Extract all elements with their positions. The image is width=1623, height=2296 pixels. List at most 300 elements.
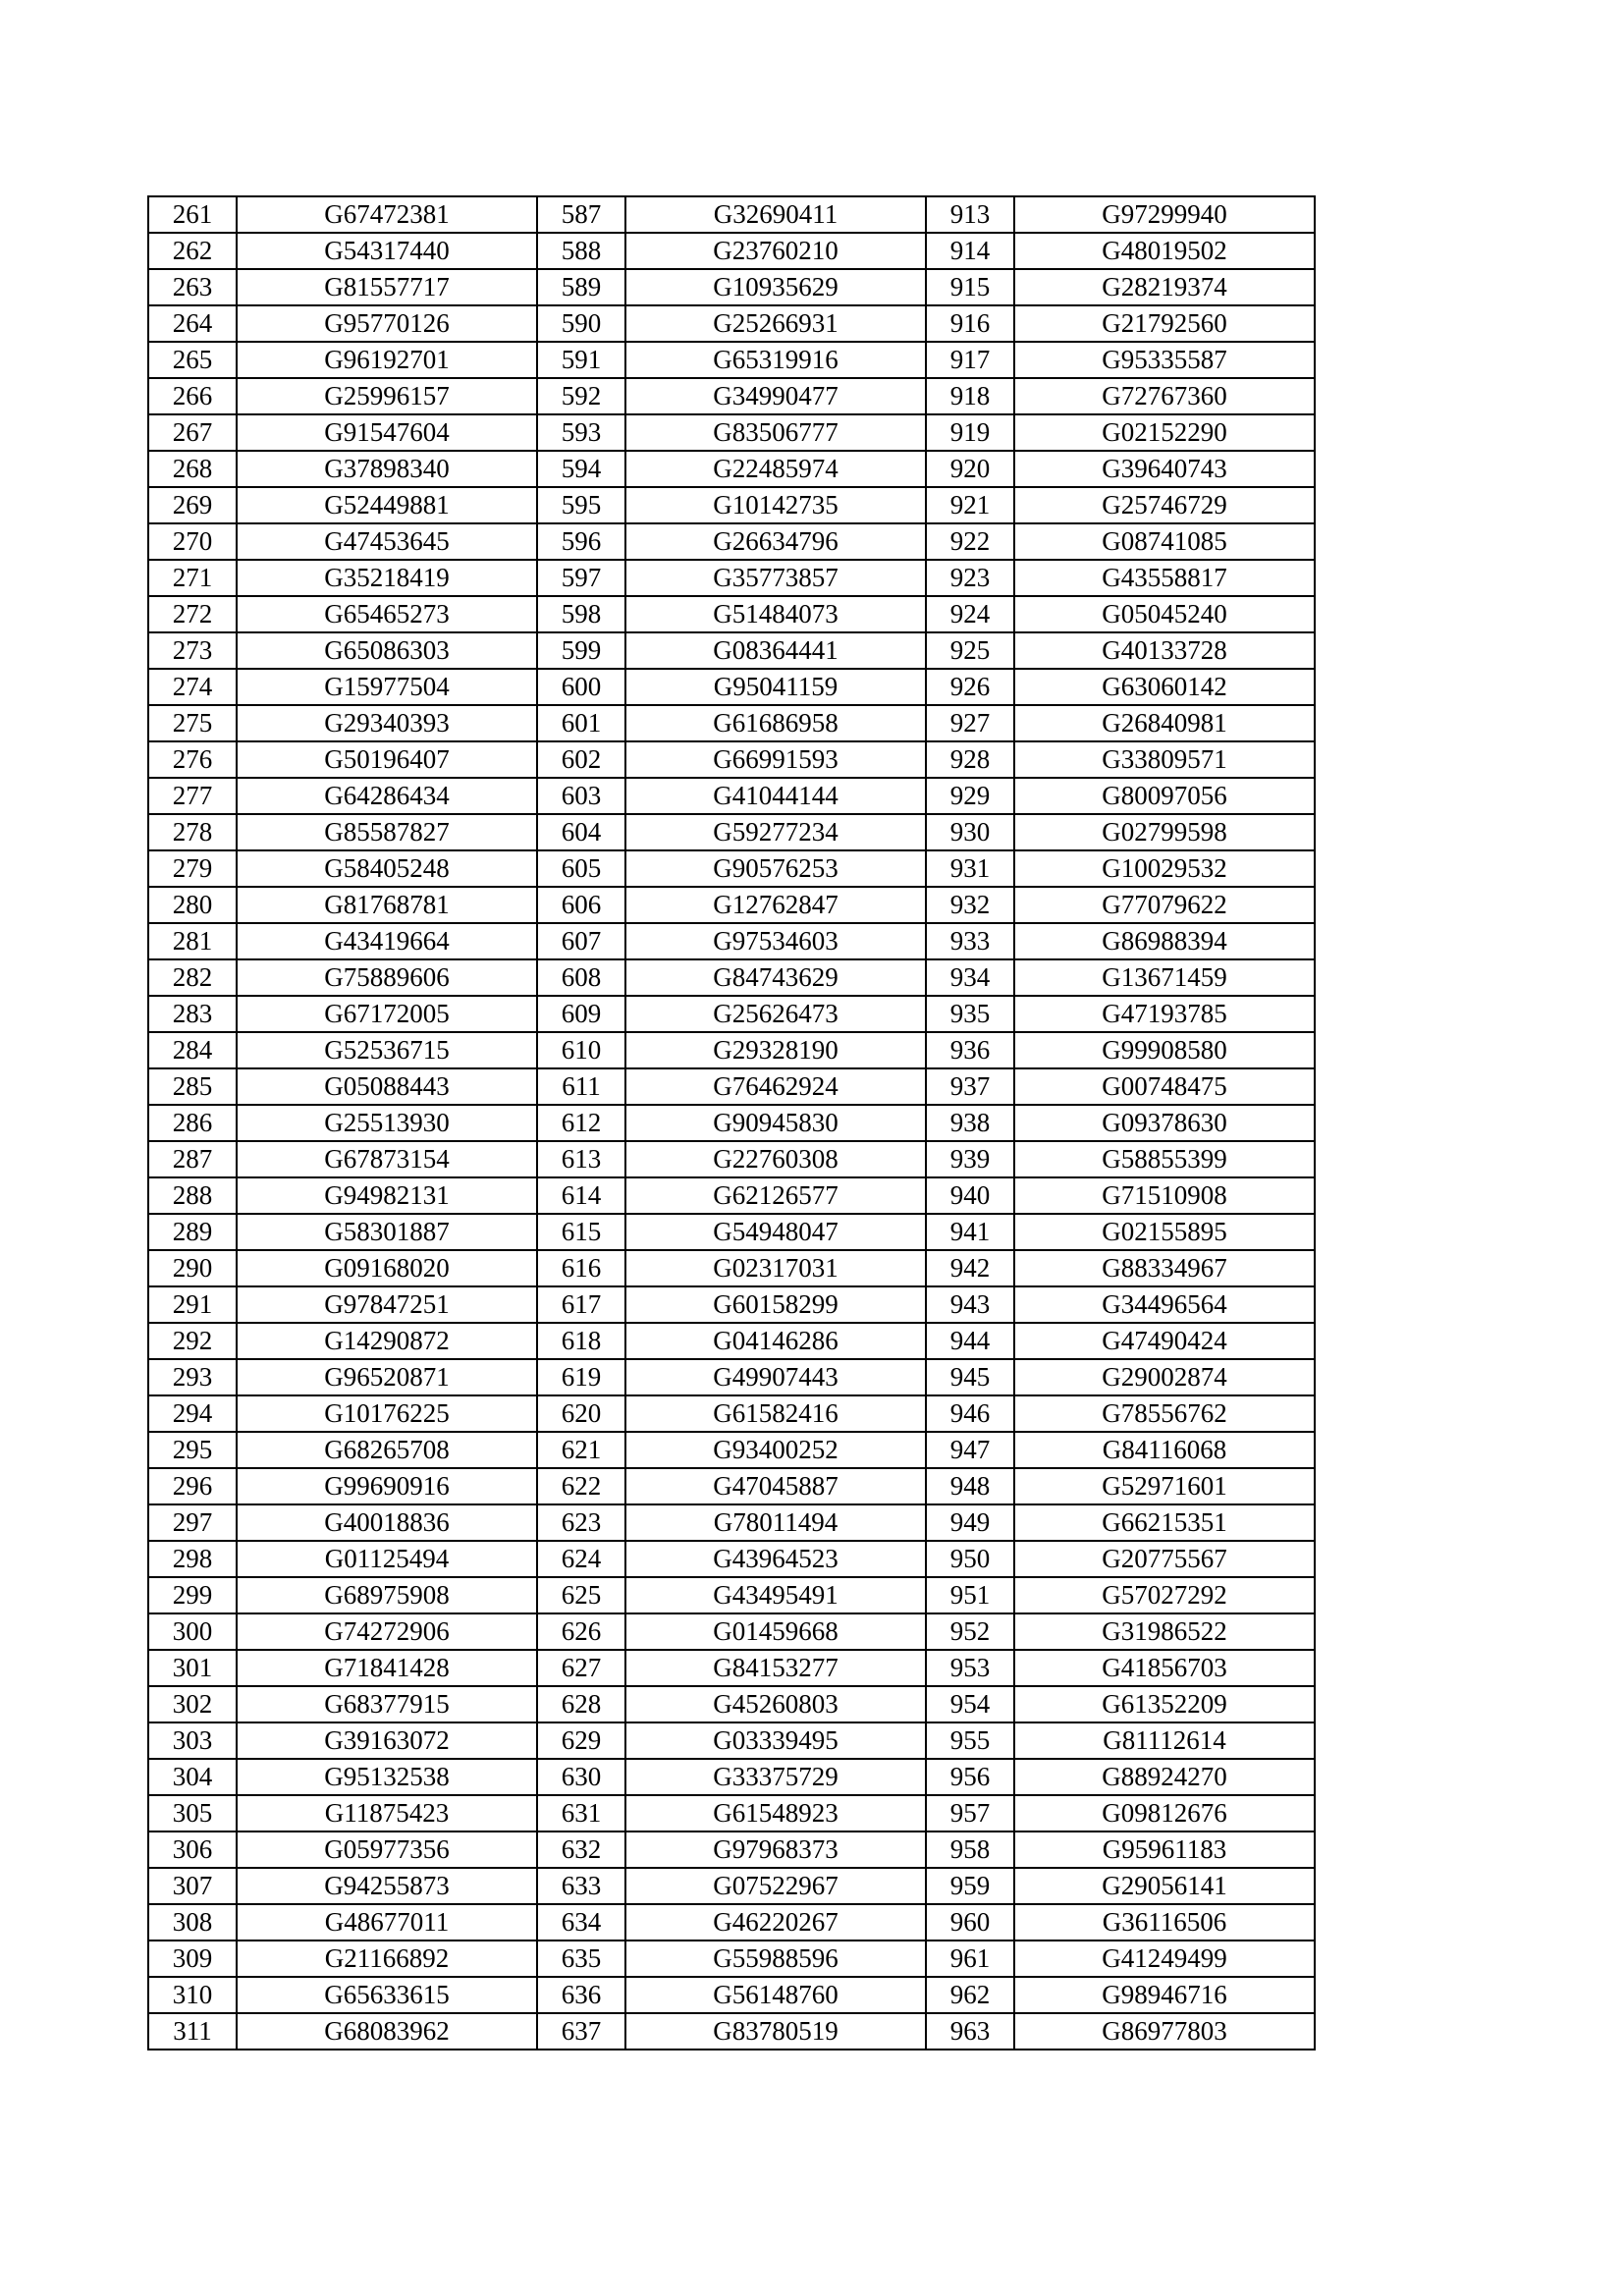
code-cell: G01125494	[237, 1541, 537, 1577]
code-cell: G12762847	[625, 887, 926, 923]
code-cell: G32690411	[625, 196, 926, 233]
code-cell: G08741085	[1014, 523, 1315, 560]
data-table	[147, 195, 1316, 2050]
row-number-cell: 303	[148, 1722, 237, 1759]
table-row	[148, 1904, 1315, 1941]
row-number-cell: 599	[537, 632, 625, 669]
row-number-cell: 947	[926, 1432, 1014, 1468]
row-number-cell: 593	[537, 414, 625, 451]
code-cell: G68265708	[237, 1432, 537, 1468]
code-cell: G72767360	[1014, 378, 1315, 414]
table-row	[148, 1613, 1315, 1650]
row-number-cell: 962	[926, 1977, 1014, 2013]
row-number-cell: 936	[926, 1032, 1014, 1068]
table-row	[148, 305, 1315, 342]
row-number-cell: 269	[148, 487, 237, 523]
table-row	[148, 1831, 1315, 1868]
code-cell: G00748475	[1014, 1068, 1315, 1105]
row-number-cell: 305	[148, 1795, 237, 1831]
row-number-cell: 958	[926, 1831, 1014, 1868]
row-number-cell: 614	[537, 1177, 625, 1214]
row-number-cell: 608	[537, 959, 625, 996]
row-number-cell: 295	[148, 1432, 237, 1468]
row-number-cell: 291	[148, 1286, 237, 1323]
code-cell: G47045887	[625, 1468, 926, 1504]
code-cell: G95132538	[237, 1759, 537, 1795]
code-cell: G59277234	[625, 814, 926, 850]
row-number-cell: 619	[537, 1359, 625, 1395]
row-number-cell: 955	[926, 1722, 1014, 1759]
code-cell: G65086303	[237, 632, 537, 669]
table-body	[148, 196, 1315, 2050]
table-row	[148, 451, 1315, 487]
row-number-cell: 626	[537, 1613, 625, 1650]
code-cell: G83780519	[625, 2013, 926, 2050]
table-row	[148, 342, 1315, 378]
row-number-cell: 294	[148, 1395, 237, 1432]
row-number-cell: 935	[926, 996, 1014, 1032]
code-cell: G99908580	[1014, 1032, 1315, 1068]
code-cell: G10142735	[625, 487, 926, 523]
code-cell: G03339495	[625, 1722, 926, 1759]
code-cell: G76462924	[625, 1068, 926, 1105]
table-row	[148, 1250, 1315, 1286]
row-number-cell: 289	[148, 1214, 237, 1250]
code-cell: G25996157	[237, 378, 537, 414]
row-number-cell: 930	[926, 814, 1014, 850]
table-row	[148, 996, 1315, 1032]
code-cell: G57027292	[1014, 1577, 1315, 1613]
row-number-cell: 919	[926, 414, 1014, 451]
code-cell: G60158299	[625, 1286, 926, 1323]
row-number-cell: 285	[148, 1068, 237, 1105]
code-cell: G07522967	[625, 1868, 926, 1904]
row-number-cell: 278	[148, 814, 237, 850]
table-row	[148, 1977, 1315, 2013]
table-row	[148, 1395, 1315, 1432]
code-cell: G05977356	[237, 1831, 537, 1868]
code-cell: G64286434	[237, 778, 537, 814]
code-cell: G43495491	[625, 1577, 926, 1613]
code-cell: G26840981	[1014, 705, 1315, 741]
row-number-cell: 956	[926, 1759, 1014, 1795]
row-number-cell: 943	[926, 1286, 1014, 1323]
code-cell: G94982131	[237, 1177, 537, 1214]
table-row	[148, 959, 1315, 996]
code-cell: G41249499	[1014, 1941, 1315, 1977]
row-number-cell: 280	[148, 887, 237, 923]
row-number-cell: 611	[537, 1068, 625, 1105]
table-row	[148, 778, 1315, 814]
row-number-cell: 596	[537, 523, 625, 560]
row-number-cell: 628	[537, 1686, 625, 1722]
code-cell: G68083962	[237, 2013, 537, 2050]
row-number-cell: 589	[537, 269, 625, 305]
row-number-cell: 609	[537, 996, 625, 1032]
table-row	[148, 1177, 1315, 1214]
row-number-cell: 292	[148, 1323, 237, 1359]
code-cell: G25513930	[237, 1105, 537, 1141]
row-number-cell: 299	[148, 1577, 237, 1613]
row-number-cell: 612	[537, 1105, 625, 1141]
code-cell: G65465273	[237, 596, 537, 632]
row-number-cell: 309	[148, 1941, 237, 1977]
code-cell: G41044144	[625, 778, 926, 814]
row-number-cell: 273	[148, 632, 237, 669]
table-row	[148, 269, 1315, 305]
code-cell: G29340393	[237, 705, 537, 741]
table-row	[148, 2013, 1315, 2050]
table-row	[148, 1323, 1315, 1359]
code-cell: G10935629	[625, 269, 926, 305]
row-number-cell: 916	[926, 305, 1014, 342]
row-number-cell: 297	[148, 1504, 237, 1541]
row-number-cell: 266	[148, 378, 237, 414]
row-number-cell: 933	[926, 923, 1014, 959]
code-cell: G66991593	[625, 741, 926, 778]
code-cell: G99690916	[237, 1468, 537, 1504]
code-cell: G84153277	[625, 1650, 926, 1686]
row-number-cell: 603	[537, 778, 625, 814]
table-row	[148, 1868, 1315, 1904]
code-cell: G25266931	[625, 305, 926, 342]
code-cell: G85587827	[237, 814, 537, 850]
code-cell: G02155895	[1014, 1214, 1315, 1250]
row-number-cell: 618	[537, 1323, 625, 1359]
code-cell: G96520871	[237, 1359, 537, 1395]
code-cell: G04146286	[625, 1323, 926, 1359]
row-number-cell: 272	[148, 596, 237, 632]
row-number-cell: 595	[537, 487, 625, 523]
row-number-cell: 932	[926, 887, 1014, 923]
row-number-cell: 620	[537, 1395, 625, 1432]
code-cell: G23760210	[625, 233, 926, 269]
code-cell: G47490424	[1014, 1323, 1315, 1359]
row-number-cell: 635	[537, 1941, 625, 1977]
code-cell: G22760308	[625, 1141, 926, 1177]
code-cell: G48019502	[1014, 233, 1315, 269]
code-cell: G94255873	[237, 1868, 537, 1904]
table-row	[148, 1504, 1315, 1541]
row-number-cell: 607	[537, 923, 625, 959]
row-number-cell: 929	[926, 778, 1014, 814]
code-cell: G66215351	[1014, 1504, 1315, 1541]
code-cell: G37898340	[237, 451, 537, 487]
code-cell: G09378630	[1014, 1105, 1315, 1141]
row-number-cell: 925	[926, 632, 1014, 669]
code-cell: G97968373	[625, 1831, 926, 1868]
code-cell: G67873154	[237, 1141, 537, 1177]
row-number-cell: 263	[148, 269, 237, 305]
table-row	[148, 1686, 1315, 1722]
row-number-cell: 264	[148, 305, 237, 342]
table-row	[148, 1577, 1315, 1613]
row-number-cell: 924	[926, 596, 1014, 632]
table-row	[148, 669, 1315, 705]
row-number-cell: 914	[926, 233, 1014, 269]
code-cell: G58405248	[237, 850, 537, 887]
code-cell: G02317031	[625, 1250, 926, 1286]
table-row	[148, 1286, 1315, 1323]
code-cell: G95961183	[1014, 1831, 1315, 1868]
code-cell: G62126577	[625, 1177, 926, 1214]
row-number-cell: 288	[148, 1177, 237, 1214]
code-cell: G11875423	[237, 1795, 537, 1831]
code-cell: G67172005	[237, 996, 537, 1032]
table-row	[148, 923, 1315, 959]
code-cell: G88924270	[1014, 1759, 1315, 1795]
code-cell: G74272906	[237, 1613, 537, 1650]
table-row	[148, 632, 1315, 669]
row-number-cell: 937	[926, 1068, 1014, 1105]
table-row	[148, 1214, 1315, 1250]
code-cell: G28219374	[1014, 269, 1315, 305]
code-cell: G02152290	[1014, 414, 1315, 451]
code-cell: G67472381	[237, 196, 537, 233]
row-number-cell: 941	[926, 1214, 1014, 1250]
row-number-cell: 588	[537, 233, 625, 269]
code-cell: G34496564	[1014, 1286, 1315, 1323]
row-number-cell: 310	[148, 1977, 237, 2013]
row-number-cell: 945	[926, 1359, 1014, 1395]
table-row	[148, 1541, 1315, 1577]
row-number-cell: 587	[537, 196, 625, 233]
code-cell: G86977803	[1014, 2013, 1315, 2050]
code-cell: G29056141	[1014, 1868, 1315, 1904]
row-number-cell: 629	[537, 1722, 625, 1759]
row-number-cell: 598	[537, 596, 625, 632]
row-number-cell: 944	[926, 1323, 1014, 1359]
code-cell: G40133728	[1014, 632, 1315, 669]
row-number-cell: 926	[926, 669, 1014, 705]
row-number-cell: 304	[148, 1759, 237, 1795]
row-number-cell: 623	[537, 1504, 625, 1541]
code-cell: G54948047	[625, 1214, 926, 1250]
code-cell: G58301887	[237, 1214, 537, 1250]
row-number-cell: 265	[148, 342, 237, 378]
code-cell: G95335587	[1014, 342, 1315, 378]
code-cell: G21792560	[1014, 305, 1315, 342]
row-number-cell: 606	[537, 887, 625, 923]
code-cell: G71841428	[237, 1650, 537, 1686]
code-cell: G45260803	[625, 1686, 926, 1722]
table-row	[148, 1359, 1315, 1395]
table-row	[148, 1468, 1315, 1504]
code-cell: G25746729	[1014, 487, 1315, 523]
row-number-cell: 261	[148, 196, 237, 233]
table-row	[148, 741, 1315, 778]
row-number-cell: 594	[537, 451, 625, 487]
code-cell: G22485974	[625, 451, 926, 487]
code-cell: G97847251	[237, 1286, 537, 1323]
code-cell: G47193785	[1014, 996, 1315, 1032]
code-cell: G13671459	[1014, 959, 1315, 996]
code-cell: G65319916	[625, 342, 926, 378]
code-cell: G81112614	[1014, 1722, 1315, 1759]
table-row	[148, 1722, 1315, 1759]
table-row	[148, 705, 1315, 741]
code-cell: G39640743	[1014, 451, 1315, 487]
code-cell: G84116068	[1014, 1432, 1315, 1468]
row-number-cell: 275	[148, 705, 237, 741]
row-number-cell: 928	[926, 741, 1014, 778]
row-number-cell: 602	[537, 741, 625, 778]
code-cell: G95041159	[625, 669, 926, 705]
code-cell: G49907443	[625, 1359, 926, 1395]
row-number-cell: 597	[537, 560, 625, 596]
row-number-cell: 610	[537, 1032, 625, 1068]
code-cell: G84743629	[625, 959, 926, 996]
code-cell: G58855399	[1014, 1141, 1315, 1177]
row-number-cell: 624	[537, 1541, 625, 1577]
row-number-cell: 271	[148, 560, 237, 596]
code-cell: G25626473	[625, 996, 926, 1032]
row-number-cell: 627	[537, 1650, 625, 1686]
code-cell: G61582416	[625, 1395, 926, 1432]
table-row	[148, 560, 1315, 596]
code-cell: G95770126	[237, 305, 537, 342]
row-number-cell: 301	[148, 1650, 237, 1686]
row-number-cell: 615	[537, 1214, 625, 1250]
code-cell: G26634796	[625, 523, 926, 560]
row-number-cell: 616	[537, 1250, 625, 1286]
code-cell: G05045240	[1014, 596, 1315, 632]
row-number-cell: 923	[926, 560, 1014, 596]
row-number-cell: 927	[926, 705, 1014, 741]
row-number-cell: 622	[537, 1468, 625, 1504]
table-row	[148, 1795, 1315, 1831]
row-number-cell: 637	[537, 2013, 625, 2050]
code-cell: G61548923	[625, 1795, 926, 1831]
code-cell: G31986522	[1014, 1613, 1315, 1650]
row-number-cell: 306	[148, 1831, 237, 1868]
code-cell: G52536715	[237, 1032, 537, 1068]
row-number-cell: 296	[148, 1468, 237, 1504]
row-number-cell: 590	[537, 305, 625, 342]
table-row	[148, 814, 1315, 850]
code-cell: G29002874	[1014, 1359, 1315, 1395]
row-number-cell: 286	[148, 1105, 237, 1141]
row-number-cell: 921	[926, 487, 1014, 523]
row-number-cell: 951	[926, 1577, 1014, 1613]
code-cell: G05088443	[237, 1068, 537, 1105]
row-number-cell: 282	[148, 959, 237, 996]
row-number-cell: 913	[926, 196, 1014, 233]
code-cell: G41856703	[1014, 1650, 1315, 1686]
table-row	[148, 233, 1315, 269]
table-row	[148, 196, 1315, 233]
code-cell: G78556762	[1014, 1395, 1315, 1432]
code-cell: G29328190	[625, 1032, 926, 1068]
code-cell: G51484073	[625, 596, 926, 632]
code-cell: G55988596	[625, 1941, 926, 1977]
code-cell: G43419664	[237, 923, 537, 959]
code-cell: G10176225	[237, 1395, 537, 1432]
row-number-cell: 918	[926, 378, 1014, 414]
table-row	[148, 1432, 1315, 1468]
code-cell: G65633615	[237, 1977, 537, 2013]
row-number-cell: 601	[537, 705, 625, 741]
code-cell: G80097056	[1014, 778, 1315, 814]
row-number-cell: 293	[148, 1359, 237, 1395]
row-number-cell: 953	[926, 1650, 1014, 1686]
table-row	[148, 487, 1315, 523]
table-row	[148, 378, 1315, 414]
row-number-cell: 605	[537, 850, 625, 887]
table-row	[148, 1141, 1315, 1177]
row-number-cell: 281	[148, 923, 237, 959]
code-cell: G48677011	[237, 1904, 537, 1941]
row-number-cell: 613	[537, 1141, 625, 1177]
row-number-cell: 915	[926, 269, 1014, 305]
row-number-cell: 621	[537, 1432, 625, 1468]
row-number-cell: 300	[148, 1613, 237, 1650]
code-cell: G77079622	[1014, 887, 1315, 923]
code-cell: G86988394	[1014, 923, 1315, 959]
row-number-cell: 268	[148, 451, 237, 487]
row-number-cell: 961	[926, 1941, 1014, 1977]
row-number-cell: 920	[926, 451, 1014, 487]
code-cell: G88334967	[1014, 1250, 1315, 1286]
row-number-cell: 267	[148, 414, 237, 451]
row-number-cell: 276	[148, 741, 237, 778]
row-number-cell: 636	[537, 1977, 625, 2013]
row-number-cell: 604	[537, 814, 625, 850]
row-number-cell: 283	[148, 996, 237, 1032]
row-number-cell: 922	[926, 523, 1014, 560]
code-cell: G33809571	[1014, 741, 1315, 778]
row-number-cell: 592	[537, 378, 625, 414]
row-number-cell: 940	[926, 1177, 1014, 1214]
code-cell: G08364441	[625, 632, 926, 669]
row-number-cell: 630	[537, 1759, 625, 1795]
table-row	[148, 887, 1315, 923]
code-cell: G81768781	[237, 887, 537, 923]
code-cell: G39163072	[237, 1722, 537, 1759]
code-cell: G43558817	[1014, 560, 1315, 596]
code-cell: G35218419	[237, 560, 537, 596]
row-number-cell: 963	[926, 2013, 1014, 2050]
code-cell: G40018836	[237, 1504, 537, 1541]
code-cell: G33375729	[625, 1759, 926, 1795]
code-cell: G81557717	[237, 269, 537, 305]
row-number-cell: 960	[926, 1904, 1014, 1941]
code-cell: G01459668	[625, 1613, 926, 1650]
row-number-cell: 307	[148, 1868, 237, 1904]
code-cell: G75889606	[237, 959, 537, 996]
code-cell: G61352209	[1014, 1686, 1315, 1722]
code-cell: G35773857	[625, 560, 926, 596]
row-number-cell: 632	[537, 1831, 625, 1868]
code-cell: G46220267	[625, 1904, 926, 1941]
table-row	[148, 523, 1315, 560]
code-cell: G10029532	[1014, 850, 1315, 887]
row-number-cell: 600	[537, 669, 625, 705]
table-row	[148, 1941, 1315, 1977]
row-number-cell: 931	[926, 850, 1014, 887]
code-cell: G96192701	[237, 342, 537, 378]
code-cell: G36116506	[1014, 1904, 1315, 1941]
code-cell: G68975908	[237, 1577, 537, 1613]
code-cell: G21166892	[237, 1941, 537, 1977]
code-cell: G34990477	[625, 378, 926, 414]
code-cell: G02799598	[1014, 814, 1315, 850]
code-cell: G93400252	[625, 1432, 926, 1468]
row-number-cell: 631	[537, 1795, 625, 1831]
code-cell: G91547604	[237, 414, 537, 451]
row-number-cell: 633	[537, 1868, 625, 1904]
table-row	[148, 850, 1315, 887]
